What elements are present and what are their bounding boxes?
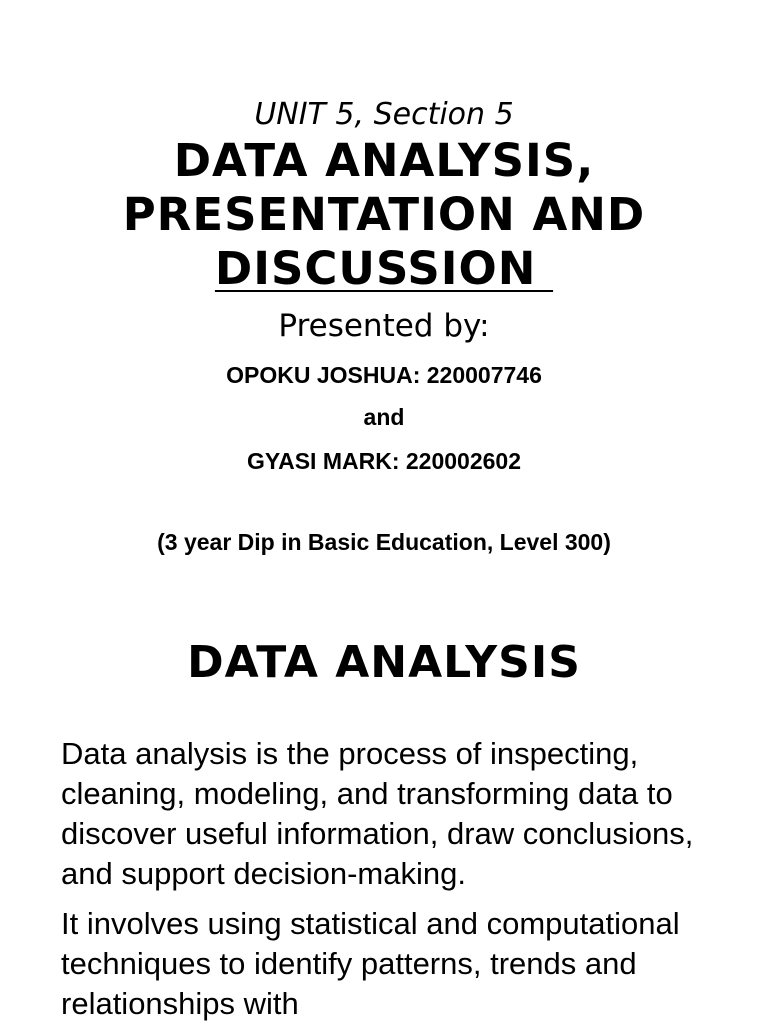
presented-by-label: Presented by:	[278, 308, 490, 344]
paragraph-techniques: It involves using statistical and computational techniques to identify patterns, trends and relationships with	[61, 906, 680, 1021]
title-line-2: PRESENTATION AND	[122, 188, 646, 241]
slide-title	[0, 134, 768, 296]
unit-section-label: UNIT 5, Section 5	[254, 97, 514, 132]
title-line-3-wrapper	[0, 242, 768, 296]
title-line-1: DATA ANALYSIS,	[173, 134, 595, 187]
paragraph-definition: Data analysis is the process of inspecting, cleaning, modeling, and transforming data to discover useful information, draw conclusions, and support decision-making.	[61, 736, 694, 891]
title-line-3: DISCUSSION	[214, 242, 554, 295]
section-heading: DATA ANALYSIS	[187, 637, 581, 688]
presenter-1: OPOKU JOSHUA: 220007746	[226, 362, 542, 388]
content-slide	[0, 590, 768, 1024]
presenter-connector: and	[363, 404, 405, 430]
program-label: (3 year Dip in Basic Education, Level 300)	[157, 529, 611, 555]
presenter-2: GYASI MARK: 220002602	[246, 448, 521, 474]
